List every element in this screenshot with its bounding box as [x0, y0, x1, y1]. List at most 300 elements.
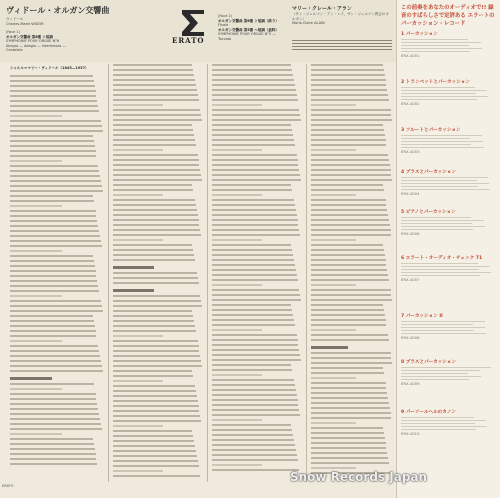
erato-logo-label: ERATO: [172, 36, 205, 45]
text-line: [311, 412, 391, 414]
text-line: [113, 390, 196, 392]
text-line: [311, 219, 389, 221]
text-line: [113, 440, 194, 442]
promo-catalog-number: ERX-4001: [401, 52, 420, 58]
text-line: [311, 179, 392, 181]
promo-text-line: [401, 321, 485, 323]
side2-work-roman: Finale: [218, 23, 229, 28]
promo-record-title: 7 パーカッション II: [401, 314, 443, 319]
promo-text-line: [401, 135, 482, 137]
text-line: [113, 74, 194, 76]
text-line: [113, 254, 194, 256]
promo-record-item: [401, 80, 497, 106]
promo-catalog-number: ERX-4010: [401, 430, 420, 436]
column-divider: [108, 64, 109, 482]
text-line: [212, 299, 301, 301]
text-line: [10, 135, 93, 137]
text-line: [311, 467, 356, 469]
text-line: [113, 129, 193, 131]
text-line: [311, 397, 388, 399]
text-line: [311, 432, 384, 434]
text-line: [10, 377, 52, 380]
text-line: [311, 442, 386, 444]
text-line: [212, 234, 300, 236]
text-line: [113, 119, 202, 121]
text-line: [212, 454, 297, 456]
text-line: [10, 130, 103, 132]
text-line: [311, 294, 391, 296]
text-line: [212, 269, 296, 271]
text-line: [212, 69, 292, 71]
text-line: [212, 379, 294, 381]
text-line: [212, 384, 295, 386]
body-column-2: [113, 64, 203, 484]
text-line: [113, 475, 200, 477]
text-line: [113, 69, 193, 71]
column-divider: [207, 64, 208, 482]
text-line: [212, 364, 291, 366]
text-line: [10, 418, 100, 420]
text-line: [113, 420, 201, 422]
promo-record-title: 4 ブラスとパーカッション: [401, 170, 456, 175]
text-line: [311, 249, 384, 251]
text-line: [212, 239, 262, 241]
text-line: [311, 119, 392, 121]
text-line: [311, 387, 386, 389]
text-line: [10, 170, 99, 172]
text-line: [10, 240, 101, 242]
text-line: [10, 165, 98, 167]
text-line: [212, 309, 292, 311]
text-line: [311, 319, 386, 321]
composer-roman: Charles-Marie WIDOR: [6, 21, 44, 26]
text-line: [10, 185, 102, 187]
text-line: [10, 433, 62, 435]
text-line: [311, 357, 391, 359]
text-line: [311, 194, 356, 196]
text-line: [311, 457, 388, 459]
text-line: [311, 402, 389, 404]
text-line: [10, 110, 99, 112]
text-line: [10, 340, 62, 342]
text-line: [311, 199, 386, 201]
promo-record-item: [401, 170, 497, 196]
text-line: [113, 169, 200, 171]
promo-record-title: 6 エラート・オーディオ・チェック 71: [401, 256, 483, 261]
text-line: [113, 124, 192, 126]
promo-text-line: [401, 39, 468, 41]
text-line: [212, 199, 294, 201]
text-line: [10, 235, 100, 237]
text-line: [311, 377, 356, 379]
text-line: [311, 334, 388, 336]
text-line: [10, 403, 97, 405]
text-line: [311, 229, 391, 231]
text-line: [212, 439, 294, 441]
text-line: [212, 169, 299, 171]
text-line: [311, 89, 387, 91]
text-line: [212, 79, 294, 81]
text-line: [113, 415, 200, 417]
text-line: [10, 458, 96, 460]
text-line: [212, 329, 262, 331]
text-line: [212, 204, 295, 206]
promo-text-line: [401, 269, 479, 271]
text-line: [212, 469, 299, 471]
biography-heading: シャルル＝マリー・ヴィドール（1845—1937）: [10, 66, 89, 70]
promo-text-line: [401, 226, 485, 228]
text-line: [10, 270, 96, 272]
text-line: [212, 114, 300, 116]
text-line: [113, 134, 194, 136]
text-line: [10, 388, 62, 390]
text-line: [212, 464, 262, 466]
text-line: [311, 422, 356, 424]
text-line: [311, 407, 390, 409]
text-line: [10, 453, 96, 455]
promo-text-line: [401, 217, 471, 219]
text-line: [113, 405, 199, 407]
promo-record-item: [401, 256, 497, 282]
text-line: [212, 249, 292, 251]
promo-text-line: [401, 266, 490, 268]
text-line: [10, 225, 98, 227]
promo-text-line: [401, 367, 491, 369]
text-line: [212, 219, 298, 221]
text-line: [113, 400, 198, 402]
text-line: [113, 174, 201, 176]
promo-record-item: [401, 128, 497, 154]
text-line: [311, 189, 384, 191]
composer-block: [6, 17, 66, 26]
text-line: [10, 393, 96, 395]
text-line: [10, 220, 97, 222]
text-line: [10, 300, 101, 302]
text-line: [212, 99, 298, 101]
promo-record-title: 5 ピアノとパーカッション: [401, 210, 456, 215]
text-line: [212, 74, 293, 76]
text-line: [113, 209, 197, 211]
text-line: [212, 289, 299, 291]
promo-record-title: 8 ブラスとパーカッション: [401, 360, 456, 365]
text-line: [212, 459, 298, 461]
text-line: [10, 230, 99, 232]
text-line: [113, 375, 193, 377]
text-line: [113, 219, 199, 221]
text-line: [311, 372, 384, 374]
promo-record-item: [401, 410, 497, 436]
text-line: [212, 339, 298, 341]
text-line: [10, 200, 94, 202]
text-line: [311, 382, 386, 384]
text-line: [113, 425, 163, 427]
text-line: [311, 74, 385, 76]
text-line: [113, 259, 195, 261]
text-line: [113, 445, 195, 447]
text-line: [10, 80, 94, 82]
text-line: [311, 274, 388, 276]
text-line: [10, 175, 100, 177]
text-line: [10, 355, 100, 357]
text-line: [10, 150, 96, 152]
text-line: [113, 179, 202, 181]
text-line: [10, 250, 62, 252]
text-line: [212, 229, 299, 231]
text-line: [212, 409, 299, 411]
text-line: [10, 280, 97, 282]
text-line: [113, 470, 163, 472]
promo-record-item: [401, 32, 497, 58]
text-line: [212, 184, 291, 186]
text-line: [113, 184, 192, 186]
text-line: [10, 295, 62, 297]
text-line: [311, 309, 384, 311]
text-line: [113, 272, 197, 274]
text-line: [10, 275, 96, 277]
text-line: [113, 455, 197, 457]
text-line: [311, 124, 383, 126]
text-line: [10, 443, 94, 445]
text-line: [113, 266, 154, 269]
promo-panel: [396, 0, 500, 498]
promo-text-line: [401, 420, 486, 422]
text-line: [10, 360, 101, 362]
text-line: [10, 383, 94, 385]
text-line: [113, 465, 199, 467]
text-line: [113, 345, 199, 347]
text-line: [311, 324, 386, 326]
text-line: [113, 340, 198, 342]
text-line: [311, 224, 390, 226]
text-line: [113, 79, 195, 81]
text-line: [10, 413, 99, 415]
promo-text-line: [401, 223, 472, 225]
text-line: [10, 260, 94, 262]
side1-movements: Allegro — Adagio — Intermezzo — Cantabile: [6, 43, 66, 53]
text-line: [311, 174, 391, 176]
text-line: [113, 154, 198, 156]
text-line: [212, 319, 294, 321]
promo-text-line: [401, 183, 489, 185]
watermark: Snow Records Japan: [290, 470, 428, 484]
text-line: [113, 234, 201, 236]
text-line: [10, 350, 99, 352]
text-line: [311, 109, 391, 111]
text-line: [212, 354, 300, 356]
text-line: [311, 84, 386, 86]
promo-text-line: [401, 48, 482, 50]
text-line: [311, 159, 389, 161]
text-line: [10, 408, 98, 410]
promo-text-line: [401, 373, 468, 375]
text-line: [10, 190, 103, 192]
text-line: [311, 94, 388, 96]
text-line: [113, 204, 196, 206]
text-line: [113, 199, 195, 201]
text-line: [113, 370, 192, 372]
promo-text-line: [401, 141, 483, 143]
text-line: [10, 95, 96, 97]
performer-note: （サン・ジェルマン・アン・レイ、サン・ジェルマン教会のオルガン）: [292, 12, 389, 21]
text-line: [10, 305, 102, 307]
promo-catalog-number: ERX-4009: [401, 380, 420, 386]
text-line: [10, 155, 96, 157]
text-line: [113, 330, 196, 332]
text-line: [113, 320, 194, 322]
text-line: [212, 394, 297, 396]
text-line: [113, 109, 200, 111]
promo-text-line: [401, 177, 488, 179]
promo-text-line: [401, 324, 473, 326]
promo-text-line: [401, 90, 487, 92]
text-line: [10, 428, 102, 430]
text-line: [10, 140, 94, 142]
text-line: [311, 346, 348, 349]
text-line: [113, 350, 199, 352]
text-line: [113, 410, 199, 412]
text-line: [113, 249, 193, 251]
text-line: [311, 284, 356, 286]
text-line: [212, 414, 300, 416]
text-line: [10, 115, 62, 117]
side1-work-roman: SYMPHONIE POUR ORGUE N°6: [6, 39, 60, 44]
text-line: [113, 380, 163, 382]
text-line: [212, 119, 301, 121]
promo-record-item: [401, 314, 497, 340]
text-line: [10, 180, 101, 182]
text-line: [311, 392, 387, 394]
promo-text-line: [401, 42, 481, 44]
text-line: [10, 310, 103, 312]
text-line: [10, 365, 102, 367]
body-column-1: [10, 64, 104, 484]
text-line: [113, 295, 200, 297]
promo-record-title: 2 トランペットとパーカッション: [401, 80, 470, 85]
text-line: [311, 204, 386, 206]
promo-record-title: 1 パーカッション: [401, 32, 438, 37]
promo-record-item: [401, 360, 497, 386]
text-line: [10, 210, 96, 212]
text-line: [212, 424, 291, 426]
text-line: [311, 209, 387, 211]
body-column-4: [311, 64, 393, 484]
text-line: [113, 159, 199, 161]
promo-text-line: [401, 370, 480, 372]
text-line: [113, 395, 197, 397]
text-line: [10, 145, 95, 147]
text-line: [212, 254, 293, 256]
text-line: [212, 449, 296, 451]
text-line: [113, 460, 198, 462]
promo-record-title: 3 フルートとパーカッション: [401, 128, 461, 133]
text-line: [212, 279, 298, 281]
text-line: [212, 389, 296, 391]
text-line: [311, 427, 383, 429]
text-line: [212, 284, 262, 286]
text-line: [10, 345, 98, 347]
text-line: [10, 423, 101, 425]
performer-name: マリー・クレール・アラン: [292, 6, 352, 12]
text-line: [311, 339, 389, 341]
text-line: [311, 104, 356, 106]
column-divider: [306, 64, 307, 482]
text-line: [311, 69, 384, 71]
text-line: [113, 64, 192, 66]
promo-text-line: [401, 220, 484, 222]
text-line: [311, 437, 385, 439]
text-line: [311, 329, 356, 331]
text-line: [212, 194, 262, 196]
promo-text-line: [401, 417, 474, 419]
text-line: [311, 99, 389, 101]
text-line: [113, 149, 163, 151]
text-line: [10, 315, 93, 317]
promo-text-line: [401, 96, 488, 98]
text-line: [113, 229, 200, 231]
text-line: [212, 304, 291, 306]
text-line: [113, 99, 199, 101]
text-line: [311, 214, 388, 216]
text-line: [113, 244, 192, 246]
text-line: [113, 104, 163, 106]
text-line: [212, 104, 262, 106]
side1-label: (Face 1): [6, 30, 20, 34]
text-line: [212, 344, 298, 346]
text-line: [113, 282, 199, 284]
text-line: [10, 398, 96, 400]
side2-label: (Face 2): [218, 14, 232, 18]
promo-text-line: [401, 45, 469, 47]
text-line: [212, 244, 291, 246]
text-line: [10, 105, 98, 107]
text-line: [212, 174, 300, 176]
promo-text-line: [401, 93, 476, 95]
text-line: [10, 125, 102, 127]
text-line: [212, 139, 294, 141]
text-line: [10, 160, 62, 162]
text-line: [311, 234, 391, 236]
side2-work2: オルガン交響曲 第5番 ヘ短調（抜粋）: [218, 27, 279, 32]
text-line: [311, 164, 390, 166]
text-line: [113, 94, 198, 96]
text-line: [212, 134, 293, 136]
text-line: [113, 289, 154, 292]
text-line: [113, 194, 163, 196]
text-line: [113, 385, 195, 387]
text-line: [311, 289, 391, 291]
text-line: [113, 435, 193, 437]
promo-record-title: 9 パーソールヘルのカノン: [401, 410, 456, 415]
text-line: [10, 205, 62, 207]
text-line: [212, 64, 291, 66]
text-line: [212, 179, 301, 181]
text-line: [10, 330, 96, 332]
composer-name: ヴィドール: [6, 17, 24, 21]
text-line: [113, 144, 196, 146]
promo-text-line: [401, 87, 475, 89]
text-line: [311, 154, 388, 156]
text-line: [311, 462, 389, 464]
text-line: [212, 149, 262, 151]
text-line: [113, 164, 199, 166]
text-line: [212, 154, 297, 156]
promo-catalog-number: ERX-4003: [401, 148, 420, 154]
text-line: [212, 89, 296, 91]
text-line: [212, 349, 299, 351]
promo-catalog-number: ERX-4008: [401, 334, 420, 340]
text-line: [311, 299, 392, 301]
promo-catalog-number: ERX-4002: [401, 100, 420, 106]
